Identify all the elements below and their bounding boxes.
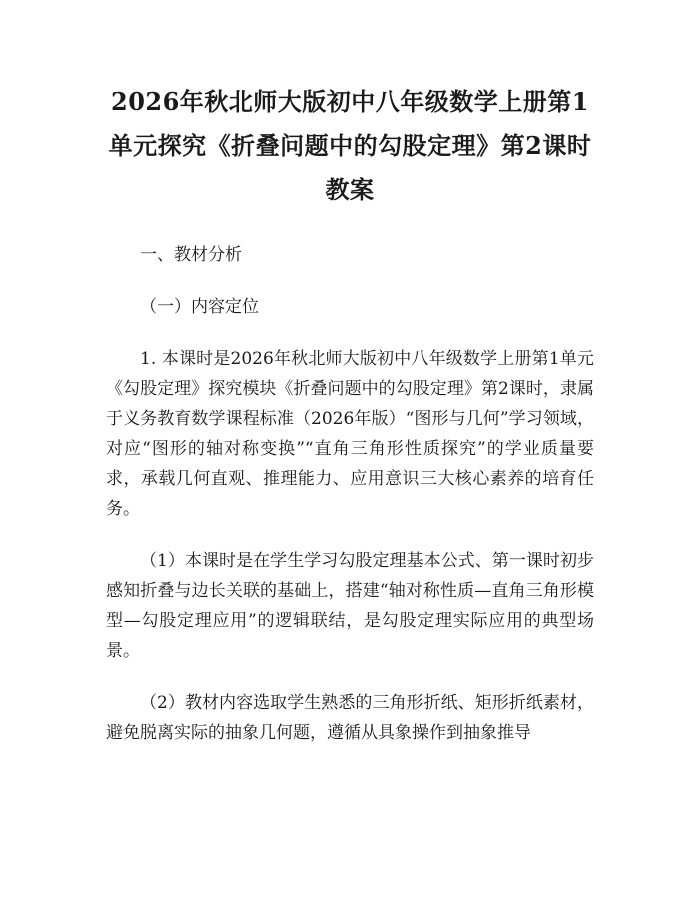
paragraph-point-2: （2）教材内容选取学生熟悉的三角形折纸、矩形折纸素材，避免脱离实际的抽象几何题，遵循从具象操作到抽象推导 [106, 693, 594, 743]
paragraph-point-1: （1）本课时是在学生学习勾股定理基本公式、第一课时初步感知折叠与边长关联的基础上，搭建“轴对称性质—直角三角形模型—勾股定理应用”的逻辑联结，是勾股定理实际应用的典型场景。 [106, 551, 594, 661]
document-title: 2026年秋北师大版初中八年级数学上册第1单元探究《折叠问题中的勾股定理》第2课时教案 [108, 87, 592, 204]
paragraph-content-positioning: 1. 本课时是2026年秋北师大版初中八年级数学上册第1单元《勾股定理》探究模块《折叠问题中的勾股定理》第2课时，隶属于义务教育数学课程标准（2026年版）“图形与几何”学习领域，对应“图形的轴对称变换”“直角三角形性质探究”的学业质量要求，承载几何直观、推理能力、应用意识三大核心素养的培育任务。 [106, 349, 594, 519]
section-heading: 一、教材分析 [140, 245, 242, 265]
subsection-heading: （一）内容定位 [140, 297, 259, 317]
